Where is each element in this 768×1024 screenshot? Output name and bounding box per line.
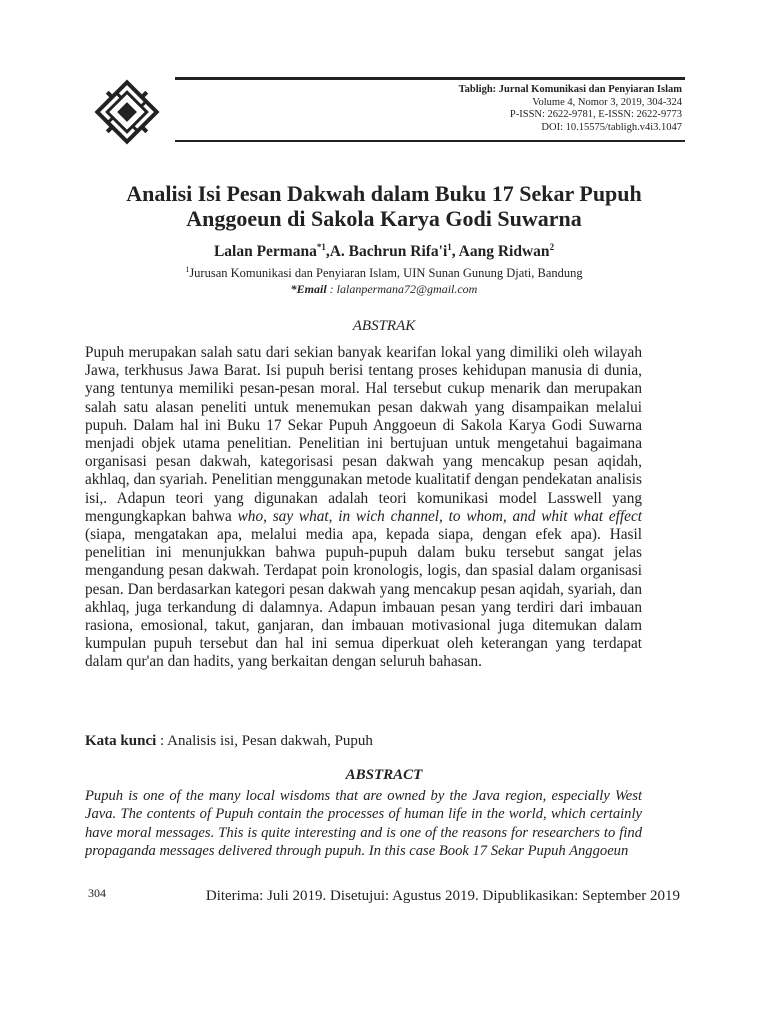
corresponding-email [60, 282, 708, 297]
affiliation [60, 265, 708, 281]
abstract-heading: ABSTRACT [345, 767, 423, 783]
journal-issn: P-ISSN: 2622-9781, E-ISSN: 2622-9773 [509, 109, 682, 120]
keywords [85, 733, 642, 750]
title-line-2: Anggoeun di Sakola Karya Godi Suwarna [186, 206, 582, 231]
journal-name: Tabligh: Jurnal Komunikasi dan Penyiaran Islam [458, 84, 682, 95]
keywords-label: Kata kunci [85, 733, 157, 749]
abstract-body: Pupuh is one of the many local wisdoms that are owned by the Java region, especially West Java. The contents of Pupuh contain the processes of human life in the world, which certainly have moral messages. This is quite interesting and is one of the reasons for researchers to find propaganda messages delivered through pupuh. In this case Book 17 Sekar Pupuh Anggoeun [85, 788, 642, 860]
journal-logo [91, 76, 163, 148]
author-list [60, 242, 708, 261]
affiliation-text: Jurusan Komunikasi dan Penyiaran Islam, UIN Sunan Gunung Djati, Bandung [189, 266, 583, 281]
paper-title [60, 181, 708, 231]
title-line-1: Analisi Isi Pesan Dakwah dalam Buku 17 Sekar Pupuh [126, 181, 642, 206]
abstrak-text-after: (siapa, mengatakan apa, melalui media apa, kepada siapa, dengan efek apa). Hasil penelitian ini menunjukkan bahwa pupuh-pupuh dalam buku tersebut sangat jelas mengandung pesan dakwah. Terdapat poin kronologis, logis, dan spasial dalam organisasi pesan. Dan berdasarkan kategori pesan dakwah yang mencakup pesan aqidah, syariah, dan akhlaq, juga terkandung di dalamnya. Adapun imbauan pesan yang terdiri dari imbauan rasiona, emosional, takut, ganjaran, dan imbauan motivasional juga ditemukan dalam kumpulan pupuh tersebut dan hal ini semua diperkuat oleh keterangan yang terdapat dalam qur'an dan hadits, yang berkaitan dengan seluruh bahasan. [85, 526, 642, 671]
email-address: : lalanpermana72@gmail.com [326, 282, 478, 296]
author-1-sup: *1 [316, 242, 326, 252]
affiliation-sup: 1 [185, 265, 190, 274]
email-label: *Email [290, 282, 327, 296]
journal-volume: Volume 4, Nomor 3, 2019, 304-324 [532, 96, 682, 108]
header-rule-top [175, 77, 685, 80]
author-3-sup: 2 [549, 242, 555, 252]
author-3-name: , Aang Ridwan [451, 243, 550, 261]
author-2-sup: 1 [447, 242, 452, 252]
abstrak-text-before: Pupuh merupakan salah satu dari sekian banyak kearifan lokal yang dimiliki oleh wilayah Jawa, terkhusus Jawa Barat. Isi pupuh berisi tentang proses kehidupan manusia di dunia, yang tentunya memiliki pesan-pesan moral. Hal tersebut cukup menarik dan merupakan salah satu alasan peneliti untuk menemukan pesan dakwah yang disampaikan melalui pupuh. Dalam hal ini Buku 17 Sekar Pupuh Anggoeun di Sakola Karya Godi Suwarna menjadi objek utama penelitian. Penelitian ini bertujuan untuk mengetahui bagaimana organisasi pesan dakwah, kategorisasi pesan dakwah yang mencakup pesan aqidah, akhlaq, dan syariah. Penelitian menggunakan metode kualitatif dengan pendekatan analisis isi,. Adapun teori yang digunakan adalah teori komunikasi model Lasswell yang mengungkapkan bahwa [85, 344, 642, 525]
header-rule-bottom [175, 140, 685, 142]
abstrak-body [85, 344, 642, 672]
abstrak-text-italic: who, say what, in wich channel, to whom, and whit what effect [237, 507, 642, 525]
author-2-name: ,A. Bachrun Rifa'i [325, 243, 448, 261]
keywords-text: : Analisis isi, Pesan dakwah, Pupuh [156, 733, 373, 749]
journal-doi: DOI: 10.15575/tabligh.v4i3.1047 [541, 121, 682, 133]
abstrak-heading: ABSTRAK [352, 318, 416, 334]
publication-dates: Diterima: Juli 2019. Disetujui: Agustus 2019. Dipublikasikan: September 2019 [205, 888, 680, 904]
author-1-name: Lalan Permana [213, 243, 317, 261]
journal-info [459, 84, 682, 134]
page-number: 304 [88, 886, 106, 900]
